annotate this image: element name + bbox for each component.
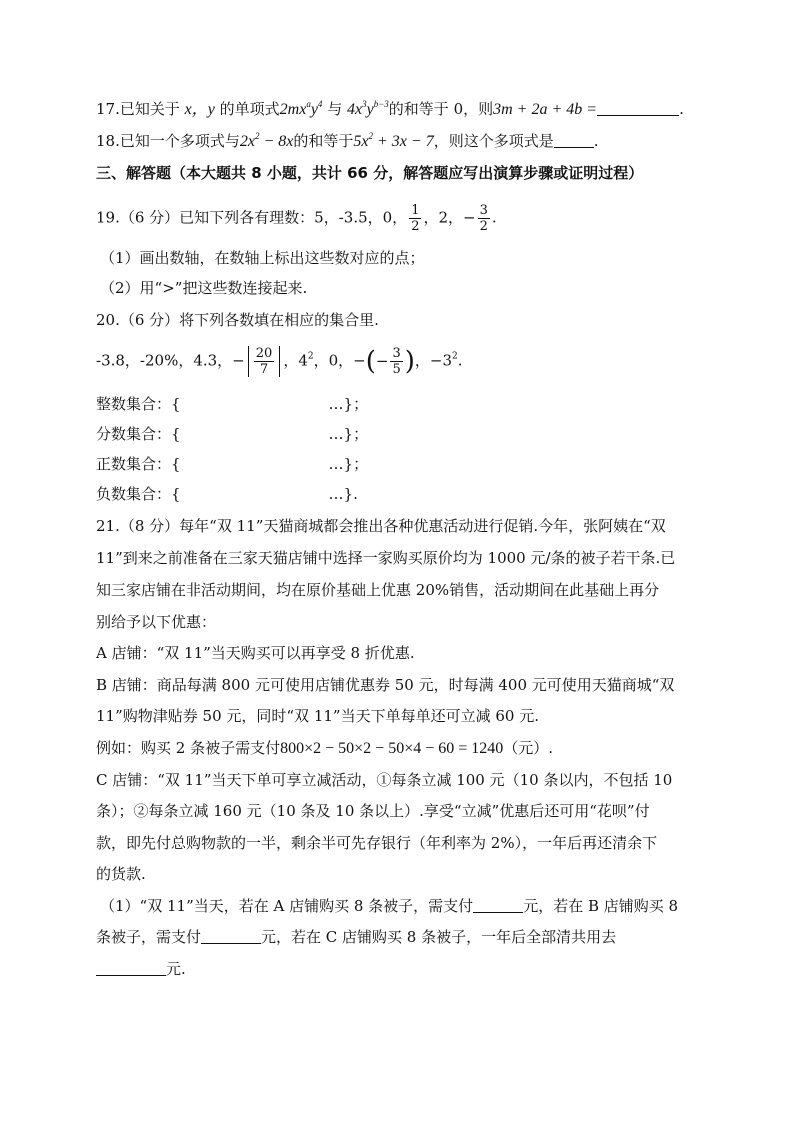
q19-part-2: （2）用“>”把这些数连接起来. [100,279,308,297]
q19-mid-text: ，2，− [423,208,476,227]
q20-set-positive[interactable] [96,454,368,474]
set-label: 分数集合：{ [96,425,181,443]
q21-line-15 [96,959,186,979]
q21-example-unit: （元）. [503,739,554,757]
q21-example-formula: 800×2 − 50×2 − 50×4 − 60 = 1240 [280,740,504,757]
q21-part1-text-e: 元. [166,960,186,978]
q21-line-3: 知三家店铺在非活动期间，均在原价基础上优惠 20%销售，活动期间在此基础上再分 [96,581,660,599]
q18-end: . [593,132,599,150]
q18-answer-blank[interactable] [554,133,594,148]
q19-stem-text: 19.（6 分）已知下列各有理数：5，-3.5，0， [96,208,408,227]
set-tail: …}. [328,485,358,503]
q17-vars: x，y [184,101,215,118]
q18-text1: 的和等于 [293,132,354,150]
q20-nums-end: . [457,351,463,370]
set-tail: …}； [328,455,369,473]
q17-text1: 的单项式 [219,100,280,118]
q20-nums-c: ，0，− [313,351,366,370]
q21-part1-text-d: 元，若在 C 店铺购买 8 条被子，一年后全部清共用去 [261,928,617,946]
q21-part1-text-b: 元，若在 B 店铺购买 8 [523,897,679,915]
q21-line-1: 21.（8 分）每年“双 11”天猫商城都会推出各种优惠活动进行促销.今年，张阿姨在“双 [96,517,666,535]
question-17 [96,99,684,120]
q18-expr1: $2x^2 - 8x$ [239,131,294,150]
q21-answer-blank-b[interactable] [201,929,261,944]
set-label: 正数集合：{ [96,455,181,473]
q19-fraction-1: $\frac{1}{2}$ [411,203,420,234]
q19-fraction-2: $\frac{3}{2}$ [479,203,488,234]
q21-line-4: 别给予以下优惠： [96,613,217,631]
q18-text2: ，则这个多项式是 [433,132,554,150]
q20-set-integers[interactable] [96,394,368,414]
q21-line-7: 11”购物津贴券 50 元，同时“双 11”当天下单每单还可立减 60 元. [96,707,539,725]
q21-line-9: C 店铺：“双 11”当天下单可享立减活动，①每条立减 100 元（10 条以内，不包括 10 [96,771,673,789]
q17-term2: $4x^3y^{b-3}$ [347,99,389,118]
q17-term1: $2mx^ay^4$ [279,99,323,118]
q21-line-14 [96,927,616,947]
q18-expr2: $5x^2 + 3x - 7$ [353,131,434,150]
q19-end: . [491,208,497,227]
q21-line-10: 条）；②每条立减 160 元（10 条及 10 条以上）.享受“立减”优惠后还可用“花呗”付 [96,802,650,820]
q17-prefix: 17.已知关于 [96,100,180,118]
q21-line-12: 的货款. [96,865,146,883]
q20-nums-a: -3.8，-20%，4.3，− [96,351,245,370]
q21-part1-text-c: 条被子，需支付 [96,928,202,946]
q20-set-fractions[interactable] [96,424,368,444]
q21-line-13 [100,896,678,916]
q17-answer-blank[interactable] [597,101,679,116]
q21-line-8 [96,738,553,759]
set-tail: …}； [328,395,369,413]
q17-end: . [679,100,684,118]
q21-part1-text-a: （1）“双 11”当天，若在 A 店铺购买 8 条被子，需支付 [100,897,474,915]
q21-answer-blank-a[interactable] [473,898,523,913]
q20-nums-d: ，−3 [414,351,453,370]
set-label: 整数集合：{ [96,395,181,413]
q21-example-text: 例如：购买 2 条被子需支付 [96,739,281,757]
q17-expr: 3m + 2a + 4b = [493,101,598,118]
q21-answer-blank-c[interactable] [96,961,166,976]
q21-line-6: B 店铺：商品每满 800 元可使用店铺优惠券 50 元，时每满 400 元可使用天猫商城“双 [96,676,675,694]
q20-absolute-value: $\frac{20}{7}$ [248,346,281,377]
q20-set-negative[interactable] [96,484,358,504]
q21-line-2: 11”到来之前准备在三家天猫店铺中选择一家购买原价均为 1000 元/条的被子若干条.已 [96,549,676,567]
q20-nums-b: ，4 [283,351,308,370]
q20-paren-fraction: − $\frac{3}{5}$ [375,346,401,377]
q18-prefix: 18.已知一个多项式与 [96,132,240,150]
q21-line-11: 款，即先付总购物款的一半，剩余半可先存银行（年利率为 2%），一年后再还清余下 [96,834,658,852]
question-19-stem [96,203,497,234]
section-3-heading: 三、解答题（本大题共 8 小题，共计 66 分，解答题应写出演算步骤或证明过程） [96,164,644,182]
q21-line-5: A 店铺：“双 11”当天购买可以再享受 8 折优惠. [96,644,415,662]
question-20-stem: 20.（6 分）将下列各数填在相应的集合里. [96,311,379,329]
q17-text2: 与 [327,100,343,118]
set-tail: …}； [328,425,369,443]
set-label: 负数集合：{ [96,485,181,503]
q17-text3: 的和等于 0，则 [388,100,494,118]
q19-part-1: （1）画出数轴，在数轴上标出这些数对应的点； [100,249,425,267]
question-18 [96,131,599,152]
q20-number-list: -3.8，-20%，4.3，− $\frac{20}{7}$ ，$4^2$，0，−(− $\frac{3}{5}$ )，$-3^2$. [96,346,463,377]
